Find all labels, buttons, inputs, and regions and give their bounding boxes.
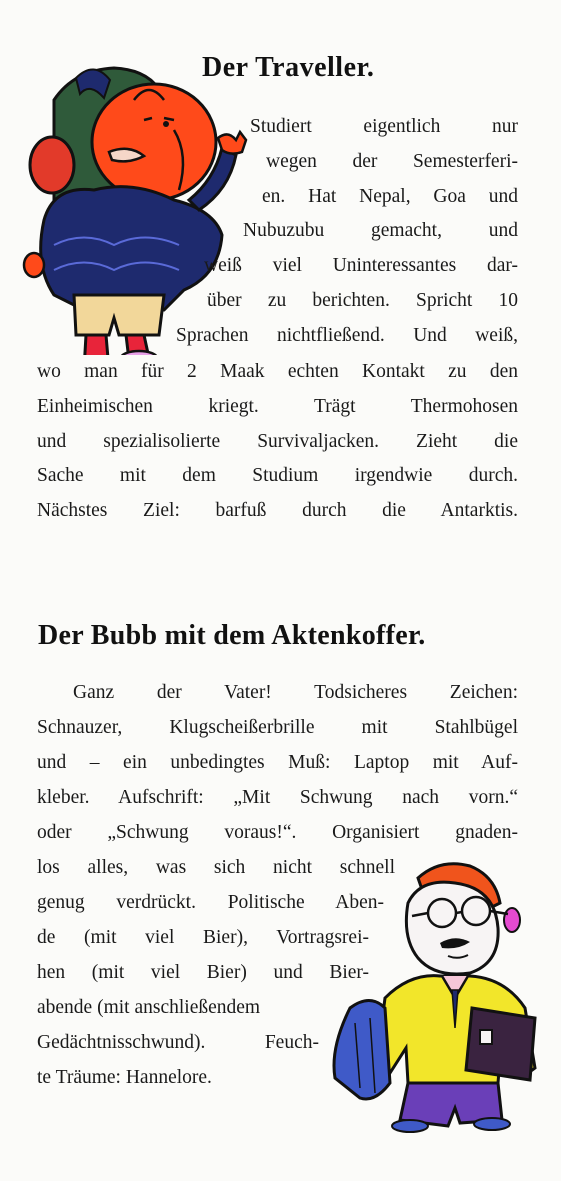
text-line: Sprachen nichtfließend. Und weiß, [176,325,518,346]
text-line: wo man für 2 Maak echten Kontakt zu den [37,361,518,382]
text-line: wegen der Semesterferi- [266,151,518,172]
text-line: genug verdrückt. Politische Aben- [37,892,384,913]
text-line: oder „Schwung voraus!“. Organisiert gnaden- [37,822,518,843]
text-line: Sache mit dem Studium irgendwie durch. [37,465,518,486]
text-line: de (mit viel Bier), Vortragsrei- [37,927,369,948]
text-line: Gedächtnisschwund). Feuch- [37,1032,319,1053]
text-line: te Träume: Hannelore. [37,1067,212,1088]
text-line: und – ein unbedingtes Muß: Laptop mit Auf- [37,752,518,773]
text-line: Nubuzubu gemacht, und [243,220,518,241]
text-line: über zu berichten. Spricht 10 [207,290,518,311]
text-line: kleber. Aufschrift: „Mit Schwung nach vorn.“ [37,787,518,808]
bubb-illustration [330,858,545,1138]
text-line: weiß viel Uninteressantes dar- [204,255,518,276]
text-line: hen (mit viel Bier) und Bier- [37,962,369,983]
section-title-bubb: Der Bubb mit dem Aktenkoffer. [38,620,426,651]
text-line: los alles, was sich nicht schnell [37,857,395,878]
section-title-traveller: Der Traveller. [202,52,375,83]
text-line: Schnauzer, Klugscheißerbrille mit Stahlbügel [37,717,518,738]
text-line: abende (mit anschließendem [37,997,261,1018]
text-line: Ganz der Vater! Todsicheres Zeichen: [73,682,518,703]
text-line: en. Hat Nepal, Goa und [262,186,518,207]
text-line: Studiert eigentlich nur [250,116,518,137]
text-line: Nächstes Ziel: barfuß durch die Antarktis. [37,500,518,521]
text-line: und spezialisolierte Survivaljacken. Zieht die [37,431,518,452]
text-line: Einheimischen kriegt. Trägt Thermohosen [37,396,518,417]
